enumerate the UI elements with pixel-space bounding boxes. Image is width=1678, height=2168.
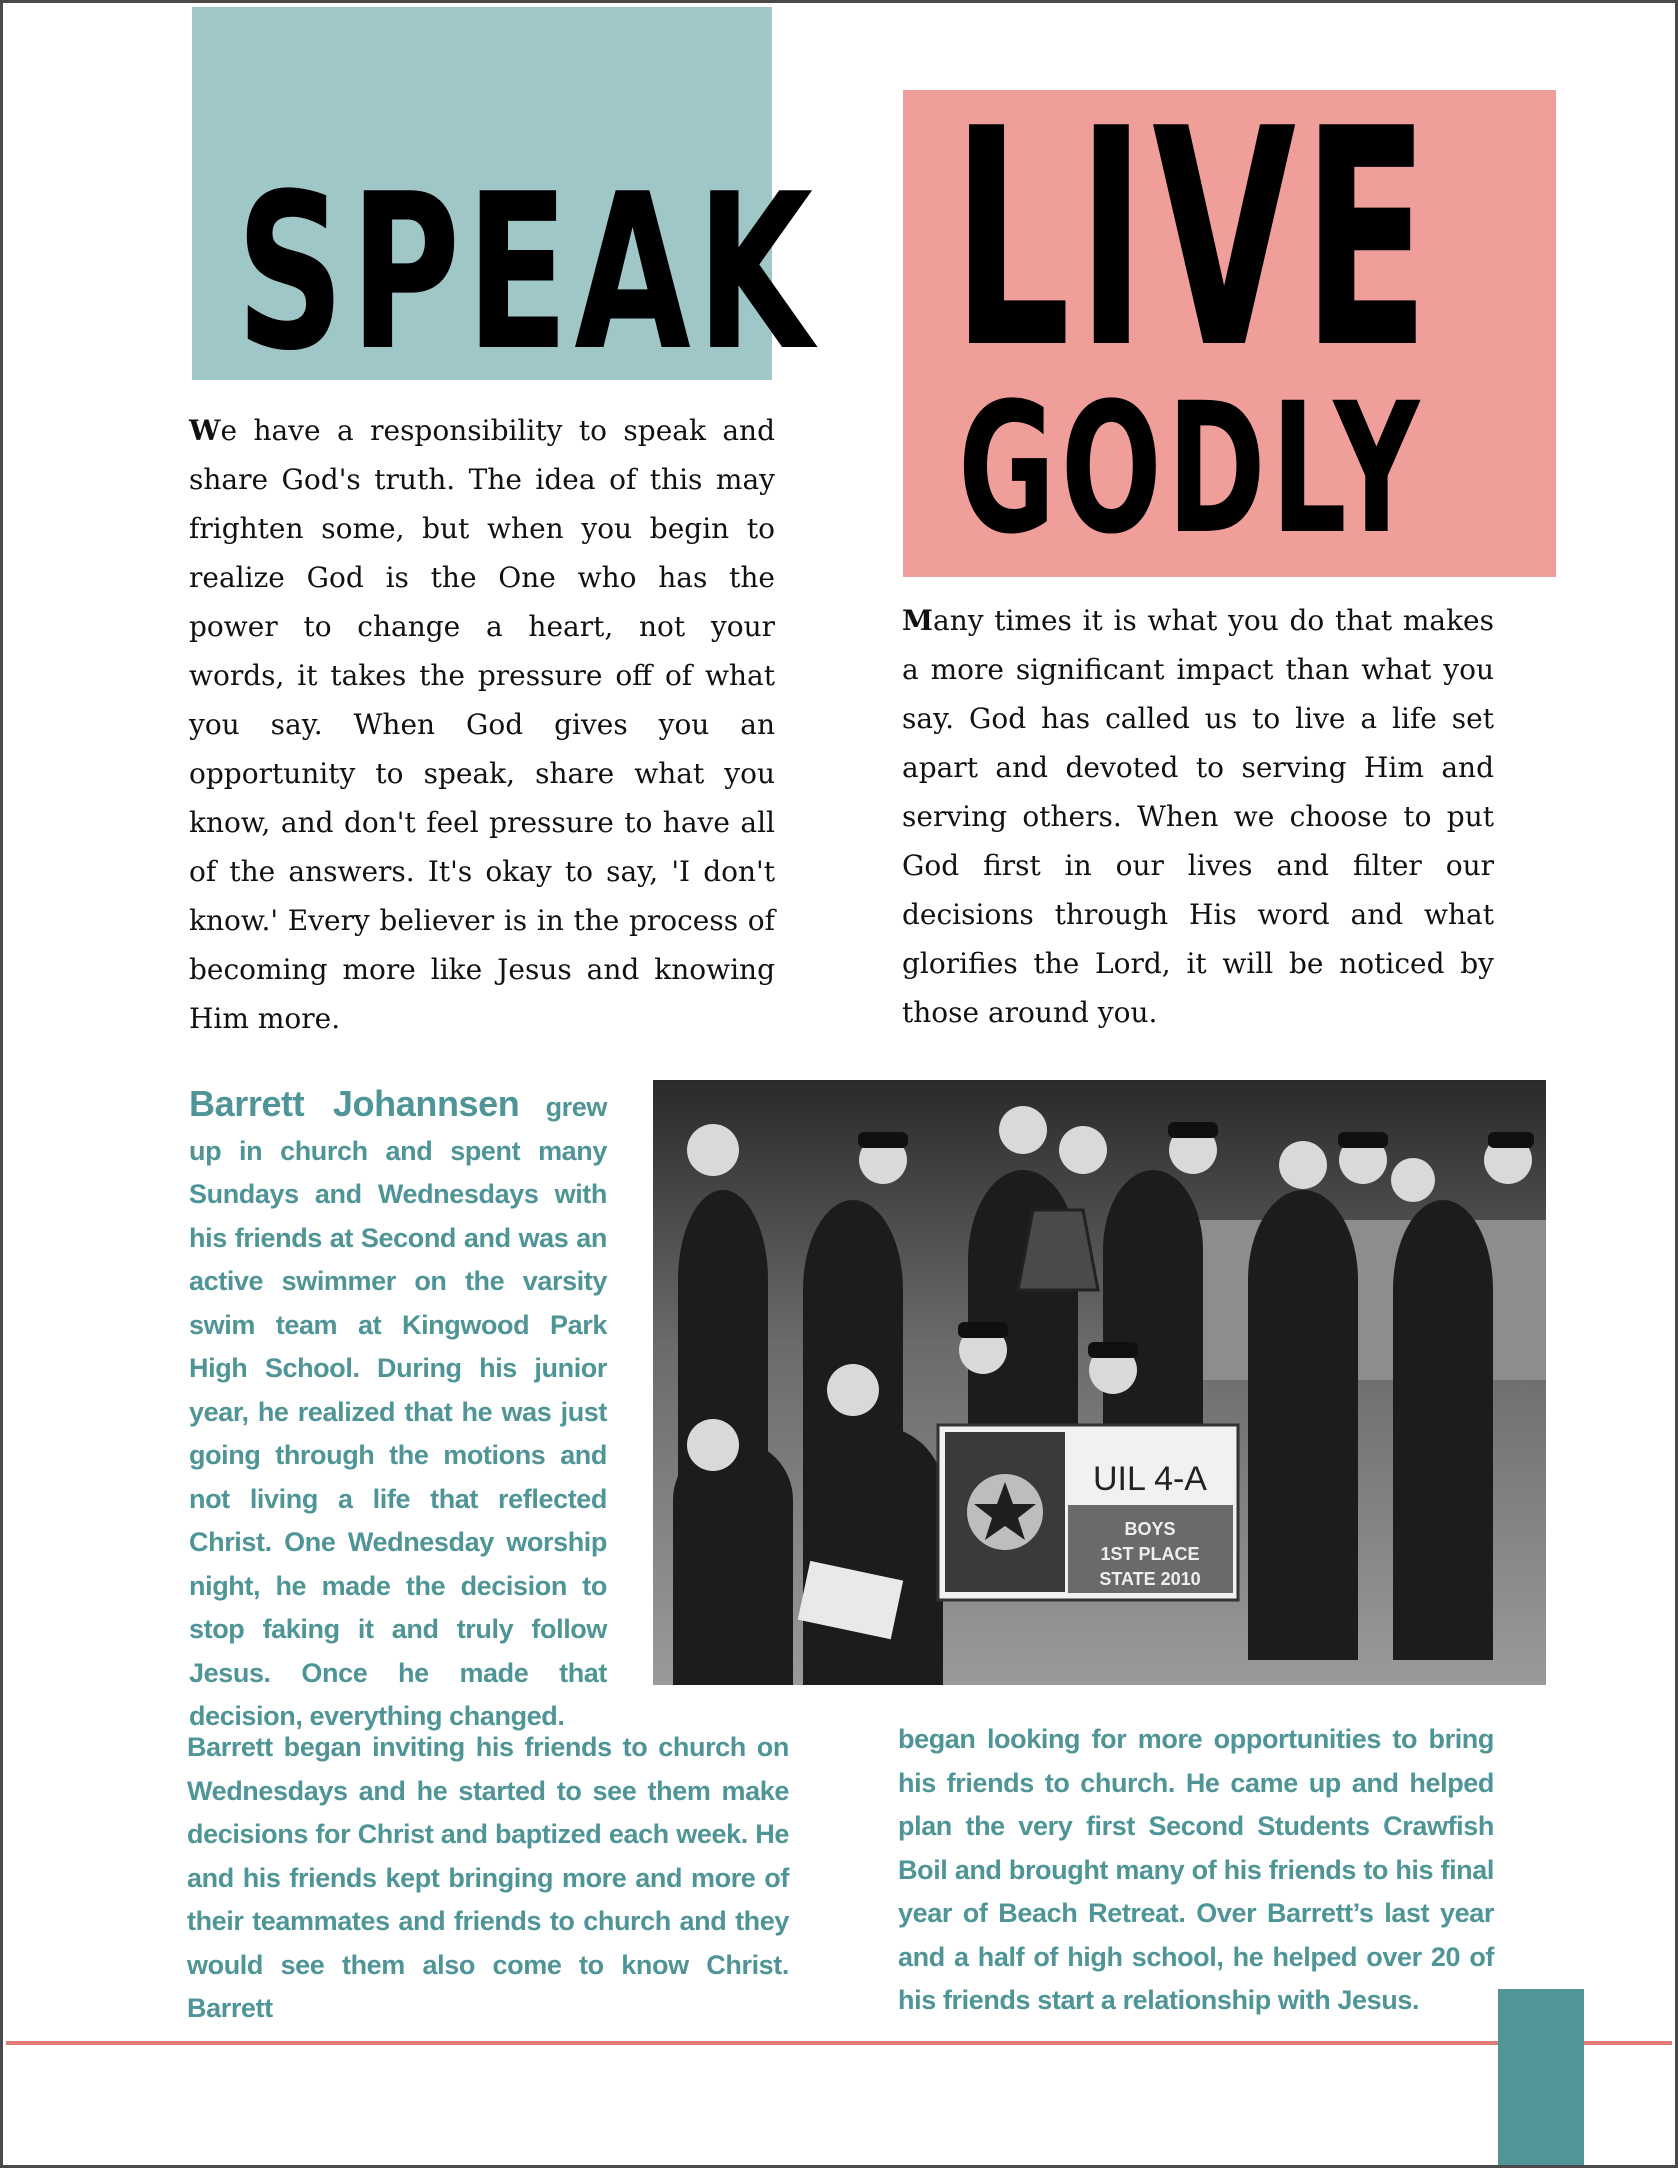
banner-line-1: BOYS — [1124, 1519, 1176, 1539]
banner-line-2: 1ST PLACE — [1100, 1544, 1200, 1564]
footer-accent-line — [6, 2041, 1672, 2045]
story-part-1: grew up in church and spent many Sundays and Wednesdays with his friends at Second and was an active swimmer on the varsity swim team at Kingwood Park High School. During his junior year, he realized that he was just going through the motions and not living a life that reflected Christ. One Wednesday worship night, he made the decision to stop faking it and truly follow Jesus. Once he made that decision, everything changed. — [189, 1092, 607, 1731]
speak-title: SPEAK — [236, 147, 819, 398]
banner-title: UIL 4-A — [1092, 1460, 1208, 1498]
story-name: Barrett Johannsen — [189, 1083, 520, 1124]
story-intro — [189, 1082, 607, 1739]
footer-accent-block — [1498, 1989, 1584, 2165]
speak-body-text — [189, 406, 775, 1043]
story-continued-left: Barrett began inviting his friends to church on Wednesdays and he started to see them make decisions for Christ and baptized each week. He and his friends kept bringing more and more of their teammates and friends to church and they would see them also come to know Christ. Barrett — [187, 1732, 789, 2023]
speak-paragraph: e have a responsibility to speak and share God's truth. The idea of this may frighten some, but when you begin to realize God is the One who has the power to change a heart, not your words, it takes the pressure off of what you say. When God gives you an opportunity to speak, share what you know, and don't feel pressure to have all of the answers. It's okay to say, 'I don't know.' Every believer is in the process of becoming more like Jesus and knowing Him more. — [189, 414, 775, 1035]
story-continued-right: began looking for more opportunities to bring his friends to church. He came up and helped plan the very first Second Students Crawfish Boil and brought many of his friends to his final year of Beach Retreat. Over Barrett’s last year and a half of high school, he helped over 20 of his friends start a relationship with Jesus. — [898, 1724, 1494, 2015]
live-godly-body-text — [902, 596, 1494, 1037]
godly-title: GODLY — [958, 365, 1425, 574]
live-godly-dropcap: M — [902, 604, 933, 637]
swim-team-photo — [653, 1080, 1546, 1685]
live-godly-paragraph: any times it is what you do that makes a more significant impact than what you say. God has called us to live a life set apart and devoted to serving Him and serving others. When we choose to put God first in our lives and filter our decisions through His word and what glorifies the Lord, it will be noticed by those around you. — [902, 604, 1494, 1029]
speak-dropcap: W — [189, 414, 221, 447]
banner-line-3: STATE 2010 — [1099, 1569, 1201, 1589]
live-title: LIVE — [952, 65, 1436, 414]
